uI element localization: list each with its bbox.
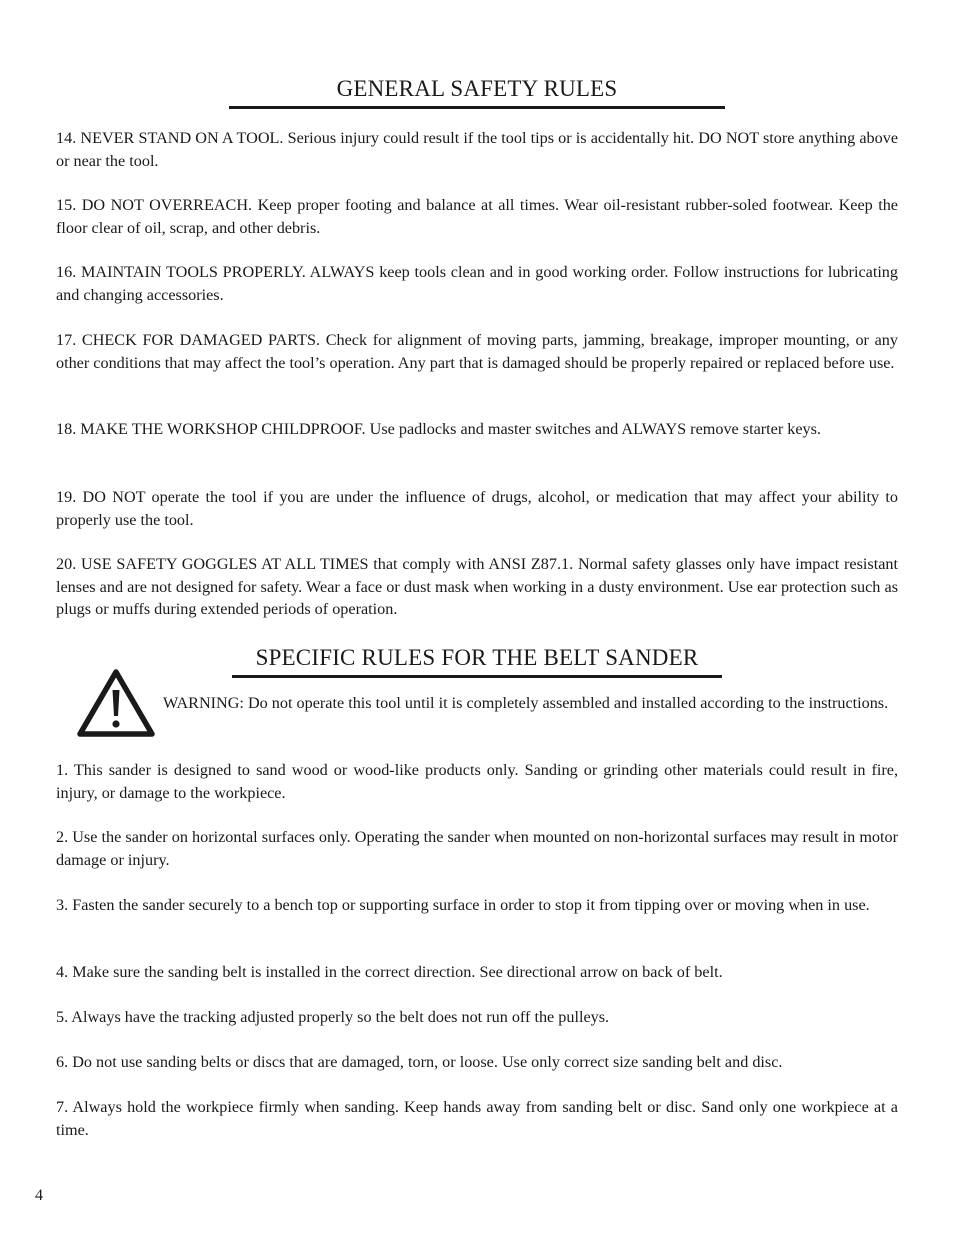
general-rule-14: 14. NEVER STAND ON A TOOL. Serious injury could result if the tool tips or is accidentally hit. DO NOT store anything above or near the tool. bbox=[56, 129, 898, 170]
specific-rule-7: 7. Always hold the workpiece firmly when sanding. Keep hands away from sanding belt or disc. Sand only one workpiece at a time. bbox=[56, 1098, 898, 1139]
specific-rule-4: 4. Make sure the sanding belt is installed in the correct direction. See directional arrow on back of belt. bbox=[56, 963, 723, 981]
specific-rule-6: 6. Do not use sanding belts or discs that are damaged, torn, or loose. Use only correct size sanding belt and disc. bbox=[56, 1053, 783, 1071]
specific-rule-5: 5. Always have the tracking adjusted properly so the belt does not run off the pulleys. bbox=[56, 1008, 610, 1026]
general-rule-18: 18. MAKE THE WORKSHOP CHILDPROOF. Use padlocks and master switches and ALWAYS remove starter keys. bbox=[56, 420, 821, 438]
specific-rule-2: 2. Use the sander on horizontal surfaces only. Operating the sander when mounted on non-horizontal surfaces may result in motor damage or injury. bbox=[56, 828, 898, 869]
general-safety-title: GENERAL SAFETY RULES bbox=[229, 76, 725, 109]
general-rule-16: 16. MAINTAIN TOOLS PROPERLY. ALWAYS keep tools clean and in good working order. Follow instructions for lubricating and changing accessories. bbox=[56, 263, 898, 304]
warning-triangle-icon bbox=[76, 668, 156, 738]
general-rule-15: 15. DO NOT OVERREACH. Keep proper footing and balance at all times. Wear oil-resistant rubber-soled footwear. Keep the floor clear of oil, scrap, and other debris. bbox=[56, 196, 898, 237]
general-rule-20: 20. USE SAFETY GOGGLES AT ALL TIMES that comply with ANSI Z87.1. Normal safety glasses only have impact resistant lenses and are not designed for safety. Wear a face or dust mask when working in a dusty environment. Use ear protection such as plugs or muffs during extended periods of operation. bbox=[56, 555, 898, 618]
specific-rules-title: SPECIFIC RULES FOR THE BELT SANDER bbox=[232, 645, 722, 678]
warning-text: WARNING: Do not operate this tool until it is completely assembled and installed according to the instructions. bbox=[163, 694, 889, 712]
page-number: 4 bbox=[35, 1187, 43, 1204]
general-rule-19: 19. DO NOT operate the tool if you are under the influence of drugs, alcohol, or medication that may affect your ability to properly use the tool. bbox=[56, 488, 898, 529]
general-rule-17: 17. CHECK FOR DAMAGED PARTS. Check for alignment of moving parts, jamming, breakage, improper mounting, or any other conditions that may affect the tool’s operation. Any part that is damaged should be properly repaired or replaced before use. bbox=[56, 331, 898, 372]
specific-rule-1: 1. This sander is designed to sand wood or wood-like products only. Sanding or grinding other materials could result in fire, injury, or damage to the workpiece. bbox=[56, 761, 898, 802]
general-safety-heading-wrap bbox=[0, 76, 954, 109]
specific-rule-3: 3. Fasten the sander securely to a bench top or supporting surface in order to stop it from tipping over or moving when in use. bbox=[56, 896, 870, 914]
